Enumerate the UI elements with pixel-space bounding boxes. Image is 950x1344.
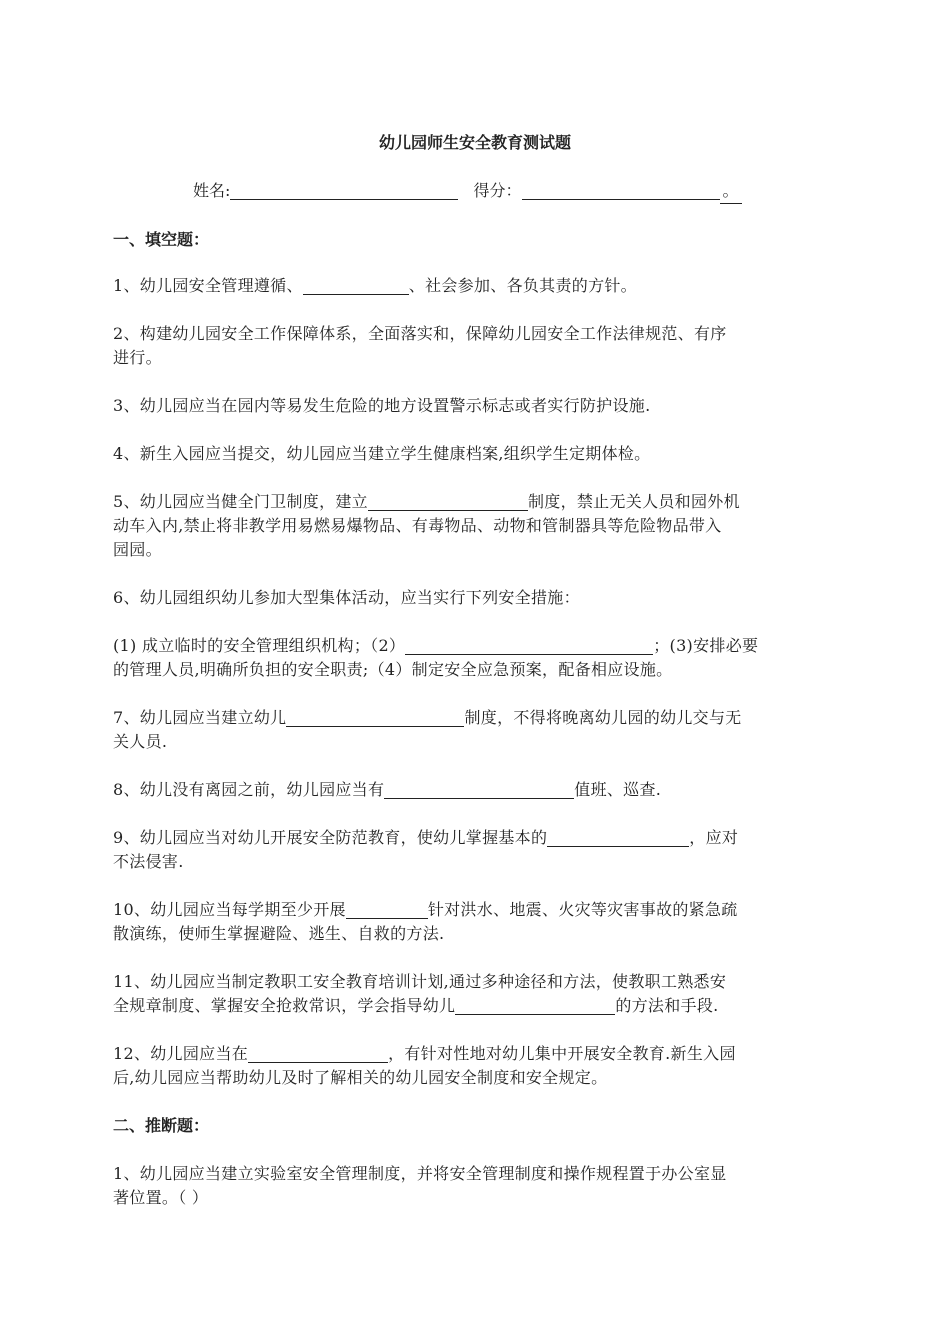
question-text: ，应对 [689, 828, 739, 847]
answer-blank[interactable] [547, 828, 689, 847]
question-text: 12、幼儿园应当在 [113, 1044, 249, 1063]
score-blank[interactable] [522, 181, 720, 200]
question-text: 2、构建幼儿园安全工作保障体系，全面落实和，保障幼儿园安全工作法律规范、有序 [113, 324, 727, 343]
question-6-measures [113, 634, 837, 682]
name-score-row [193, 179, 793, 204]
question-text: 的管理人员,明确所负担的安全职责;（4）制定安全应急预案，配备相应设施。 [113, 660, 673, 679]
answer-blank[interactable] [455, 996, 615, 1015]
judgement-question-1 [113, 1162, 837, 1210]
score-end-mark: 。 [720, 179, 742, 204]
question-text: ，有针对性地对幼儿集中开展安全教育.新生入园 [388, 1044, 736, 1063]
question-text: 进行。 [113, 348, 162, 367]
document-title: 幼儿园师生安全教育测试题 [378, 133, 571, 152]
name-blank[interactable] [230, 181, 458, 200]
question-text: (1) 成立临时的安全管理组织机构；（2） [113, 636, 406, 655]
question-2 [113, 322, 837, 370]
question-3 [113, 394, 837, 418]
question-7 [113, 706, 837, 754]
question-text: 1、幼儿园应当建立实验室安全管理制度，并将安全管理制度和操作规程置于办公室显 [113, 1164, 727, 1183]
question-text: 园园。 [113, 540, 162, 559]
question-8 [113, 778, 837, 802]
question-11 [113, 970, 837, 1018]
question-text: 制度，禁止无关人员和园外机 [527, 492, 740, 511]
question-text: 针对洪水、地震、火灾等灾害事故的紧急疏 [427, 900, 738, 919]
answer-blank[interactable] [303, 276, 409, 295]
question-6 [113, 586, 837, 610]
question-text: 关人员. [113, 732, 168, 751]
answer-blank[interactable] [346, 900, 428, 919]
question-text: 8、幼儿没有离园之前，幼儿园应当有 [113, 780, 385, 799]
question-text: 10、幼儿园应当每学期至少开展 [113, 900, 346, 919]
section-judgement-heading: 二、推断题： [113, 1116, 210, 1135]
question-text: 制度，不得将晚离幼儿园的幼儿交与无 [464, 708, 742, 727]
question-text: 、社会参加、各负其责的方针。 [408, 276, 637, 295]
answer-blank[interactable] [405, 636, 653, 655]
section-fill-in-heading: 一、填空题： [113, 230, 210, 249]
question-text: 全规章制度、掌握安全抢救常识，学会指导幼儿 [113, 996, 456, 1015]
answer-blank[interactable] [368, 492, 528, 511]
question-text: 4、新生入园应当提交，幼儿园应当建立学生健康档案,组织学生定期体检。 [113, 444, 651, 463]
question-text: 7、幼儿园应当建立幼儿 [113, 708, 287, 727]
question-text: 9、幼儿园应当对幼儿开展安全防范教育，使幼儿掌握基本的 [113, 828, 548, 847]
question-5 [113, 490, 837, 562]
question-text: 散演练，使师生掌握避险、逃生、自救的方法. [113, 924, 445, 943]
question-text: ；(3)安排必要 [653, 636, 759, 655]
question-text: 的方法和手段. [615, 996, 719, 1015]
question-10 [113, 898, 837, 946]
question-text: 6、幼儿园组织幼儿参加大型集体活动，应当实行下列安全措施： [113, 588, 580, 607]
answer-blank[interactable] [384, 780, 574, 799]
question-text: 1、幼儿园安全管理遵循、 [113, 276, 303, 295]
question-text: 不法侵害. [113, 852, 184, 871]
name-label: 姓名: [193, 181, 231, 200]
question-text: 11、幼儿园应当制定教职工安全教育培训计划,通过多种途径和方法，使教职工熟悉安 [113, 972, 727, 991]
answer-blank[interactable] [286, 708, 464, 727]
question-9 [113, 826, 837, 874]
question-text: 值班、巡查. [574, 780, 662, 799]
question-text: 5、幼儿园应当健全门卫制度，建立 [113, 492, 368, 511]
question-12 [113, 1042, 837, 1090]
question-text: 3、幼儿园应当在园内等易发生危险的地方设置警示标志或者实行防护设施. [113, 396, 651, 415]
question-1 [113, 274, 837, 298]
question-text: 著位置。（ ） [113, 1188, 209, 1207]
score-label: 得分： [473, 181, 522, 200]
question-text: 后,幼儿园应当帮助幼儿及时了解相关的幼儿园安全制度和安全规定。 [113, 1068, 608, 1087]
question-text: 动车入内,禁止将非教学用易燃易爆物品、有毒物品、动物和管制器具等危险物品带入 [113, 516, 722, 535]
question-4 [113, 442, 837, 466]
answer-blank[interactable] [248, 1044, 388, 1063]
